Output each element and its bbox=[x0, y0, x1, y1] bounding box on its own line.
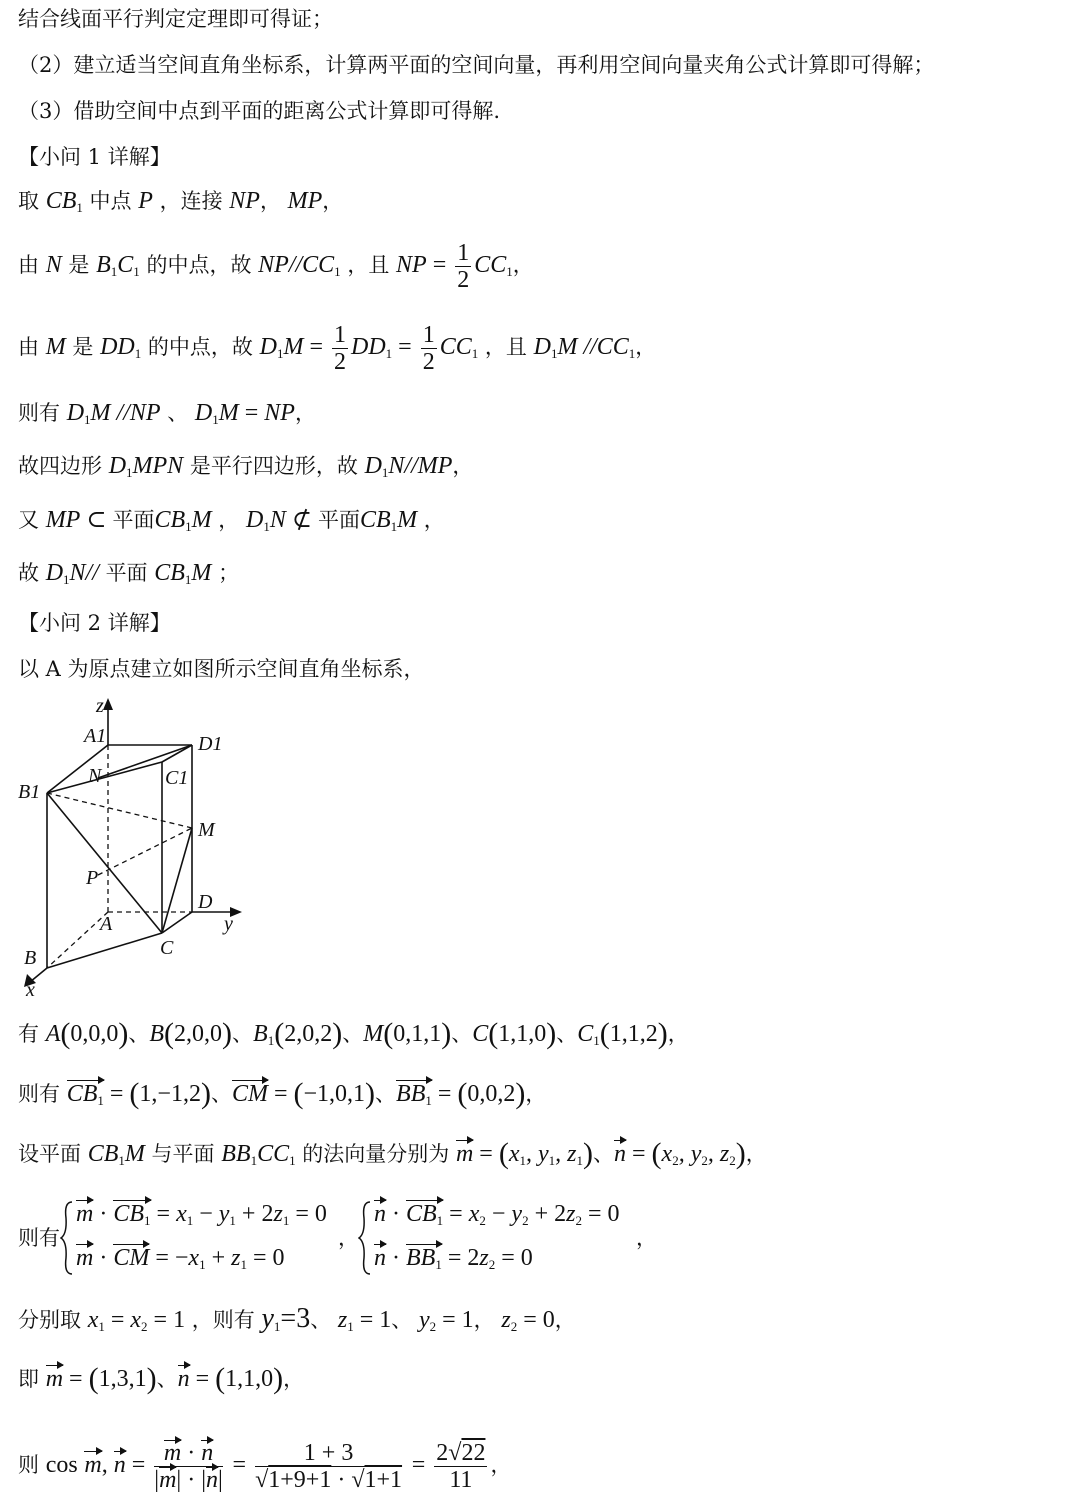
normals-result-line: 即 m = (1,3,1)、n = (1,1,0)， bbox=[18, 1362, 305, 1395]
proof-line-6: 又 MP ⊂ 平面$CB_1M$ ， $D_1N$ ⊄ 平面$CB_1M$ ， bbox=[18, 507, 445, 534]
label-x: x bbox=[26, 979, 35, 1001]
label-A1: A1 bbox=[84, 725, 107, 747]
cosine-line: 则 cos m, n = $\frac{m \cdot n}{|m| \cdot |n|}$ = $\frac{1 + 3}{√1+9+1 \cdot √1+1}$ = $\frac{2√22}{11}$ ， bbox=[18, 1440, 512, 1493]
coordinate-figure bbox=[10, 690, 260, 1010]
text-line-2: （2）建立适当空间直角坐标系，计算两平面的空间向量，再利用空间向量夹角公式计算即可得解； bbox=[18, 53, 935, 77]
equation-2a: $n \cdot CB_1 = x_2 - y_2 + 2z_2 = 0$ bbox=[374, 1200, 620, 1235]
values-line: 分别取 $x_1 = x_2 = 1$ ，则有 $y_1=3$、 $z_1 = 1$、 $y_2 = 1$， $z_2 = 0$， bbox=[18, 1303, 576, 1334]
label-D: D bbox=[198, 891, 213, 913]
left-brace-2 bbox=[358, 1200, 372, 1276]
label-M: M bbox=[198, 819, 215, 841]
proof-line-1: 取 $CB_1$ 中点 P ，连接 NP， MP， bbox=[18, 188, 344, 215]
label-y: y bbox=[224, 913, 233, 935]
label-C1: C1 bbox=[165, 767, 189, 789]
equation-1b: m · CM = $-x_1 + z_1 = 0$ bbox=[76, 1245, 285, 1272]
coords-line: 有 A(0,0,0)、B(2,0,0)、$B_1(2,0,2)$、M(0,1,1)、C(1,1,0)、$C_1(1,1,2)$， bbox=[18, 1017, 689, 1050]
label-z: z bbox=[96, 695, 104, 717]
text-line-1: 结合线面平行判定定理即可得证； bbox=[18, 7, 333, 31]
system-end-comma: ， bbox=[636, 1226, 657, 1250]
section-heading-1: 【小问 1 详解】 bbox=[18, 145, 171, 169]
normal-vector-line: 设平面 $CB_1M$ 与平面 $BB_1CC_1$ 的法向量分别为 $m = (x_1$, $y_1$, $z_1$)、$n = (x_2$, $y_2$, $z_2$)， bbox=[18, 1137, 767, 1170]
left-brace-1 bbox=[60, 1200, 74, 1276]
system-comma: ， bbox=[338, 1226, 359, 1250]
text-line-13: 以 A 为原点建立如图所示空间直角坐标系， bbox=[18, 657, 425, 681]
proof-line-4: 则有 $D_1M$ //NP 、 $D_1M$ = NP， bbox=[18, 400, 316, 427]
equation-1a: $m \cdot CB_1 = x_1 - y_1 + 2z_1 = 0$ bbox=[76, 1200, 327, 1235]
proof-line-7: 故 $D_1N//$ 平面 $CB_1M$ ； bbox=[18, 560, 240, 587]
proof-line-2: 由 N 是 $B_1C_1$ 的中点，故 $NP//CC_1$ ，且 NP = $\frac{1}{2}$ $CC_1$， bbox=[18, 240, 534, 293]
text-line-3: （3）借助空间中点到平面的距离公式计算即可得解. bbox=[18, 99, 501, 123]
label-C: C bbox=[160, 937, 174, 959]
proof-line-3: 由 M 是 $DD_1$ 的中点，故 $D_1M$ = $\frac{1}{2}$ $DD_1$ = $\frac{1}{2}$ $CC_1$ ，且 $D_1M$ $//CC_1$， bbox=[18, 322, 657, 375]
vectors-line: 则有 $CB_1 = (1,-1,2)$、CM = (−1,0,1)、$BB_1 = (0,0,2)$， bbox=[18, 1080, 546, 1115]
system-label: 则有 bbox=[18, 1226, 60, 1250]
label-B: B bbox=[24, 947, 37, 969]
section-heading-2: 【小问 2 详解】 bbox=[18, 611, 171, 635]
label-N: N bbox=[88, 765, 102, 787]
equation-2b: $n \cdot BB_1 = 2z_2 = 0$ bbox=[374, 1244, 533, 1279]
label-B1: B1 bbox=[18, 781, 41, 803]
label-P: P bbox=[86, 867, 99, 889]
label-D1: D1 bbox=[198, 733, 223, 755]
proof-line-5: 故四边形 $D_1MPN$ 是平行四边形，故 $D_1N//MP$， bbox=[18, 453, 474, 480]
label-A: A bbox=[100, 913, 113, 935]
